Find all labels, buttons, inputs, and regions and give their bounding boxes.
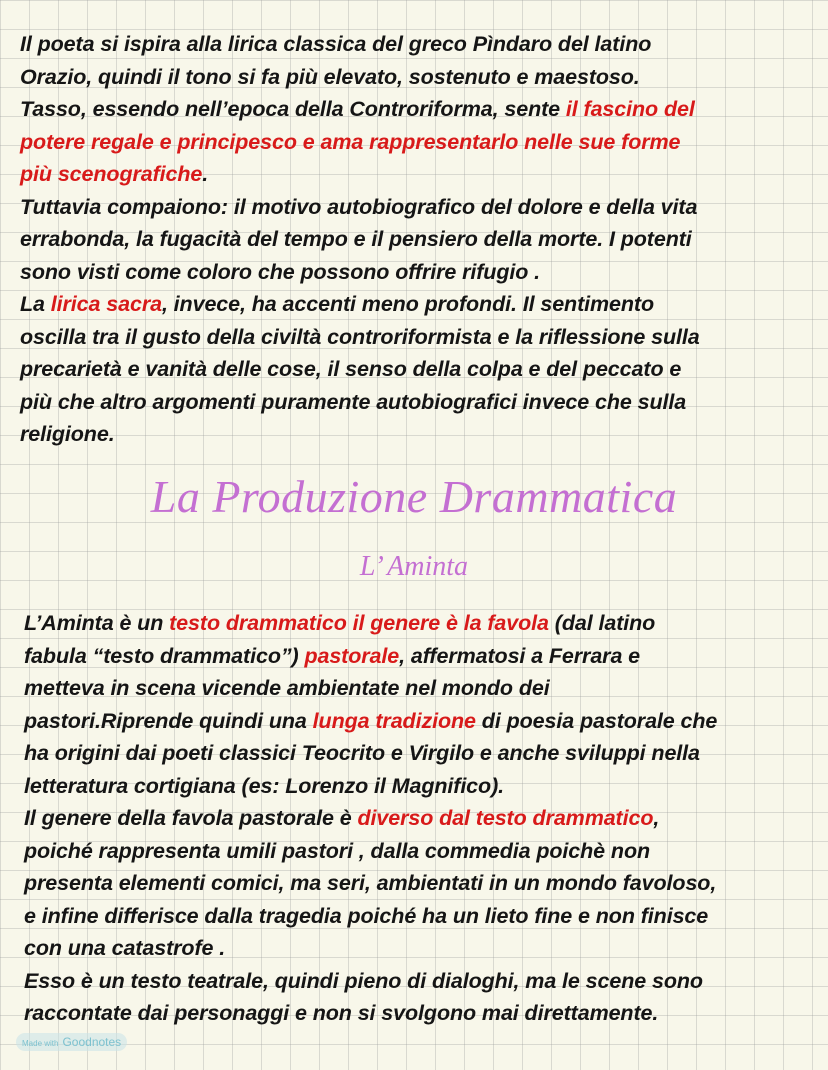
text-line — [24, 640, 824, 673]
text-span: e infine differisce dalla tragedia poiché ha un lieto fine e non finisce — [24, 903, 709, 928]
text-line — [24, 607, 824, 640]
text-line — [20, 256, 820, 289]
text-span: ha origini dai poeti classici Teocrito e Virgilo e anche sviluppi nella — [24, 741, 700, 765]
text-span: Tasso, essendo nell’epoca della Controriforma, sente — [20, 97, 566, 121]
text-line — [20, 158, 820, 191]
text-span: raccontate dai personaggi e non si svolgono mai direttamente. — [24, 1001, 659, 1025]
text-span: Tuttavia compaiono: il motivo autobiografico del dolore e della vita — [20, 194, 698, 219]
highlighted-text: lirica sacra — [50, 292, 162, 316]
text-span: Il genere della favola pastorale è — [24, 806, 358, 830]
text-line — [24, 835, 824, 868]
text-span: Esso è un testo teatrale, quindi pieno di dialoghi, ma le scene sono — [24, 968, 703, 993]
text-span: di poesia pastorale che — [475, 708, 718, 733]
text-span: più che altro argomenti puramente autobiografici invece che sulla — [20, 389, 687, 414]
goodnotes-watermark — [16, 1033, 127, 1051]
text-line — [20, 321, 820, 354]
text-line — [24, 672, 824, 705]
highlighted-text: lunga tradizione — [312, 708, 476, 733]
text-span: La — [20, 292, 51, 316]
paragraph-aminta — [24, 607, 824, 1030]
highlighted-text: testo drammatico il genere è la favola — [169, 611, 549, 635]
text-span: . — [202, 162, 209, 186]
text-span: con una catastrofe . — [24, 936, 226, 960]
text-line — [20, 418, 820, 451]
text-span: sono visti come coloro che possono offrire rifugio . — [20, 259, 541, 284]
text-line — [24, 932, 824, 965]
text-line — [20, 223, 820, 256]
text-line — [24, 997, 824, 1030]
highlighted-text: il fascino del — [565, 97, 695, 121]
highlighted-text: diverso dal testo drammatico — [357, 806, 654, 830]
text-line — [20, 28, 820, 61]
text-span: pastori.Riprende quindi una — [24, 708, 313, 733]
text-line — [20, 61, 820, 94]
text-line — [20, 353, 820, 386]
section-title: La Produzione Drammatica — [150, 471, 678, 522]
text-line — [24, 770, 824, 803]
text-span: presenta elementi comici, ma seri, ambientati in un mondo favoloso, — [24, 871, 717, 895]
text-line — [20, 386, 820, 419]
text-span: errabonda, la fugacità del tempo e il pensiero della morte. I potenti — [20, 227, 692, 251]
paragraph-lirica — [20, 28, 820, 451]
text-span: , invece, ha accenti meno profondi. Il sentimento — [161, 292, 655, 316]
text-span: L’Aminta è un — [24, 611, 170, 635]
text-span: poiché rappresenta umili pastori , dalla commedia poichè non — [24, 838, 651, 863]
text-span: oscilla tra il gusto della civiltà controriformista e la riflessione sulla — [20, 324, 700, 349]
text-span: religione. — [20, 422, 115, 446]
text-line — [24, 900, 824, 933]
text-line — [24, 965, 824, 998]
watermark-prefix: Made with — [22, 1039, 59, 1048]
text-span: , — [653, 806, 660, 830]
text-span: fabula “testo drammatico”) — [24, 643, 305, 668]
highlighted-text: potere regale e principesco e ama rappresentarlo nelle sue forme — [20, 129, 681, 154]
text-span: (dal latino — [548, 611, 656, 635]
text-span: , affermatosi a Ferrara e — [399, 643, 641, 668]
text-line — [20, 191, 820, 224]
text-line — [24, 867, 824, 900]
watermark-brand: Goodnotes — [62, 1035, 122, 1049]
text-line — [20, 93, 820, 126]
highlighted-text: più scenografiche — [20, 162, 203, 186]
highlighted-text: pastorale — [304, 643, 400, 668]
text-line — [24, 705, 824, 738]
text-line — [24, 802, 824, 835]
text-span: metteva in scena vicende ambientate nel mondo dei — [24, 676, 550, 700]
text-span: precarietà e vanità delle cose, il senso della colpa e del peccato e — [20, 357, 682, 381]
text-line — [20, 126, 820, 159]
text-span: letteratura cortigiana (es: Lorenzo il Magnifico). — [24, 773, 505, 798]
text-span: Orazio, quindi il tono si fa più elevato, sostenuto e maestoso. — [20, 64, 640, 89]
text-line — [24, 737, 824, 770]
text-span: Il poeta si ispira alla lirica classica del greco Pìndaro del latino — [20, 32, 652, 56]
section-subtitle: L’ Aminta — [359, 551, 469, 582]
text-line — [20, 288, 820, 321]
